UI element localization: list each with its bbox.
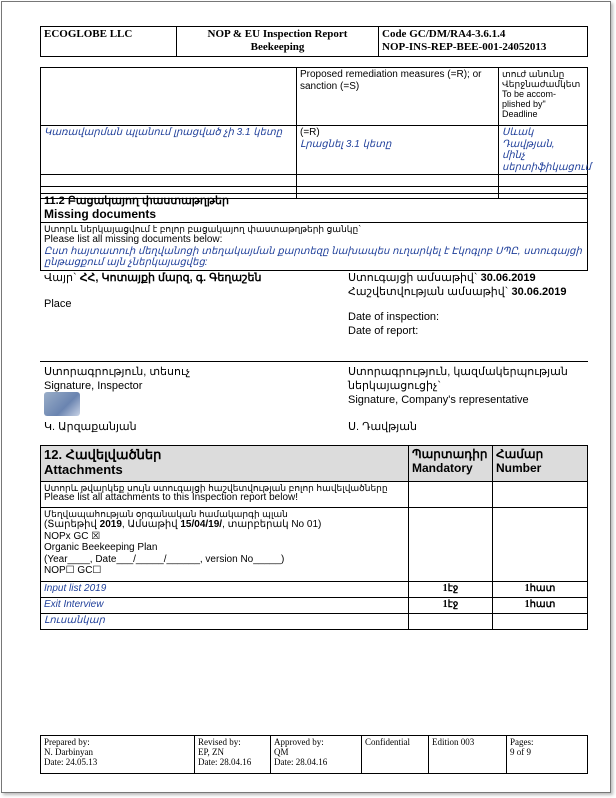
mandatory-header-arm: Պարտադիր — [412, 447, 488, 461]
document-code-line1: Code GC/DM/RA4-3.6.1.4 — [382, 28, 506, 40]
revised-label: Revised by: — [198, 737, 241, 747]
inspector-signature-label-arm: Ստորագրություն, տեսուչ — [44, 366, 191, 378]
attachments-title — [41, 446, 409, 482]
company-name: ECOGLOBE LLC — [41, 27, 177, 57]
mandatory-column-header — [409, 446, 493, 482]
remediation-header-measures: Proposed remediation measures (=R); or sanction (=S) — [297, 68, 499, 126]
beekeeping-plan-cell — [41, 508, 409, 582]
place-value: ՀՀ, Կոտայքի մարզ, գ. Գեղաշեն — [79, 272, 262, 284]
place-label-en: Place — [44, 298, 72, 310]
prepared-date: Date: 24.05.13 — [44, 757, 98, 767]
confidential-cell: Confidential — [362, 736, 429, 774]
prepared-by-cell — [41, 736, 195, 774]
attachment-number: 1հատ — [493, 582, 588, 598]
plan-standard-label: NOPx GC — [44, 530, 92, 542]
deadline-header-en-1: To be accom- — [502, 89, 557, 99]
remediation-deadline-cell — [499, 126, 591, 175]
inspection-date-value: 30.06.2019 — [480, 272, 536, 284]
inspection-date-label-arm: Ստուգայցի ամսաթիվ` — [348, 272, 478, 284]
remediation-header-issue — [41, 68, 297, 126]
company-representative-name: Ս. Դավթյան — [348, 421, 417, 433]
empty-cell — [409, 508, 493, 582]
report-title — [177, 27, 379, 57]
report-date-value: 30.06.2019 — [511, 286, 567, 298]
number-header-en: Number — [496, 461, 542, 475]
attachment-number: 1հատ — [493, 598, 588, 614]
revised-by-cell — [195, 736, 271, 774]
company-signature-label-arm-1: Ստորագրություն, կազմակերպության — [348, 366, 568, 378]
remediation-header-deadline — [499, 68, 588, 126]
plan-year-label: (Տարեթիվ — [44, 519, 100, 530]
inspector-signature-image — [44, 392, 80, 416]
approved-date: Date: 28.04.16 — [274, 757, 328, 767]
missing-note-arm: Ստորև ներկայացվում է բոլոր բացակայող փաստաթղթերի ցանկը` — [44, 224, 362, 234]
empty-cell — [409, 482, 493, 508]
deadline-header-en-2: plished by" — [502, 99, 546, 109]
divider — [40, 361, 588, 362]
report-title-line1: NOP & EU Inspection Report — [207, 28, 348, 40]
plan-details-arm — [44, 519, 405, 531]
approved-by-cell — [271, 736, 362, 774]
mandatory-header-en: Mandatory — [412, 461, 473, 475]
deadline-line1: Սևակ Դավթյան, — [502, 127, 555, 150]
missing-documents-title — [41, 194, 588, 223]
deadline-line3: սերտիֆիկացում — [502, 161, 591, 173]
header-table — [40, 26, 588, 57]
inspection-date-line — [348, 272, 536, 285]
report-date-label-en: Date of report: — [348, 325, 419, 337]
report-title-line2: Beekeeping — [250, 41, 305, 53]
revised-date: Date: 28.04.16 — [198, 757, 252, 767]
empty-cell — [41, 175, 297, 187]
attachments-instruction-arm: Ստորև թվարկեք սույն ստուգայցի հաշվետվության բոլոր հավելվածները — [44, 483, 388, 493]
report-date-label-arm: Հաշվետվության ամսաթիվ` — [348, 286, 509, 298]
inspector-name: Կ. Արզաքանյան — [44, 421, 137, 433]
plan-standard-en: NOP☐ GC☐ — [44, 565, 102, 576]
attachments-title-en: Attachments — [44, 462, 123, 477]
report-date-line — [348, 286, 567, 299]
empty-cell — [297, 175, 499, 187]
prepared-label: Prepared by: — [44, 737, 90, 747]
inspection-date-label-en: Date of inspection: — [348, 311, 440, 323]
plan-details-en: (Year____, Date___/_____/______, version No_____) — [44, 553, 285, 565]
approved-label: Approved by: — [274, 737, 324, 747]
company-signature-label-arm-2: ներկայացուցիչ` — [348, 380, 442, 392]
empty-cell — [409, 614, 493, 630]
plan-standard-line — [44, 531, 405, 543]
missing-documents-body — [41, 223, 588, 271]
empty-cell — [493, 614, 588, 630]
company-signature-label-en: Signature, Company's representative — [348, 394, 529, 406]
remediation-measure-cell — [297, 126, 499, 175]
pages-cell — [507, 736, 588, 774]
plan-date-label: , Ամսաթիվ — [121, 519, 181, 530]
attachments-instruction-en: Please list all attachments to this Inspection report below! — [44, 492, 299, 503]
place-label-arm: Վայր` — [44, 272, 77, 284]
deadline-header-en-3: Deadline — [502, 109, 538, 119]
empty-cell — [499, 175, 588, 187]
attachments-table — [40, 445, 588, 630]
attachment-item: Exit Interview — [41, 598, 409, 614]
plan-date: 15/04/19/ — [180, 519, 223, 530]
attachment-mandatory: 1էջ — [409, 598, 493, 614]
deadline-line2: մինչ — [502, 150, 526, 161]
document-code-line2: NOP-INS-REP-BEE-001-24052013 — [382, 41, 547, 53]
measure-text: Լրացնել 3.1 կետը — [300, 138, 392, 150]
attachments-instruction — [41, 482, 409, 508]
number-column-header — [493, 446, 588, 482]
deadline-header-arm-2: Վերջնաժամկետ — [502, 79, 581, 89]
revised-name: EP, ZN — [198, 747, 225, 757]
place-line — [44, 272, 262, 285]
edition-cell: Edition 003 — [429, 736, 507, 774]
attachment-mandatory: 1էջ — [409, 582, 493, 598]
plan-title-en: Organic Beekeeping Plan — [44, 542, 158, 553]
measure-type: (=R) — [300, 127, 320, 138]
empty-cell — [493, 508, 588, 582]
plan-title-arm: Մեղվապահության օրգանական համակարգի պլան — [44, 509, 288, 519]
empty-cell — [493, 482, 588, 508]
deadline-header-arm-1: տուժ անունը — [502, 69, 565, 79]
attachment-item: Լուսանկար — [41, 614, 409, 630]
inspector-signature-label-en: Signature, Inspector — [44, 380, 143, 392]
missing-title-arm: 11.2 Բացակայող փաստաթղթեր — [44, 195, 229, 207]
missing-documents-table — [40, 193, 588, 271]
remediation-table — [40, 67, 591, 199]
attachments-title-arm: 12. Հավելվածներ — [44, 447, 162, 462]
attachment-item: Input list 2019 — [41, 582, 409, 598]
missing-note-text: Ըստ հայտատուի մեղվանոցի տեղակայման քարտեզը նախապես ուղարկել է Էկոգլոբ ՍՊԸ, ստուգայցի ընթացքում այն չներկայացվեց: — [44, 245, 582, 268]
number-header-arm: Համար — [496, 447, 544, 461]
missing-title-en: Missing documents — [44, 207, 157, 221]
gc-checkbox[interactable]: ☒ — [91, 530, 101, 542]
approved-name: QM — [274, 747, 289, 757]
prepared-name: N. Darbinyan — [44, 747, 93, 757]
pages-label: Pages: — [510, 737, 534, 747]
pages-value: 9 of 9 — [510, 747, 531, 757]
plan-version: , տարբերակ No 01) — [222, 519, 322, 530]
plan-year: 2019 — [99, 519, 122, 530]
remediation-issue-cell: Կառավարման պլանում լրացված չի 3.1 կետը — [41, 126, 297, 175]
document-code — [379, 27, 588, 57]
footer-table — [40, 735, 588, 774]
missing-note-en: Please list all missing documents below: — [44, 234, 223, 245]
